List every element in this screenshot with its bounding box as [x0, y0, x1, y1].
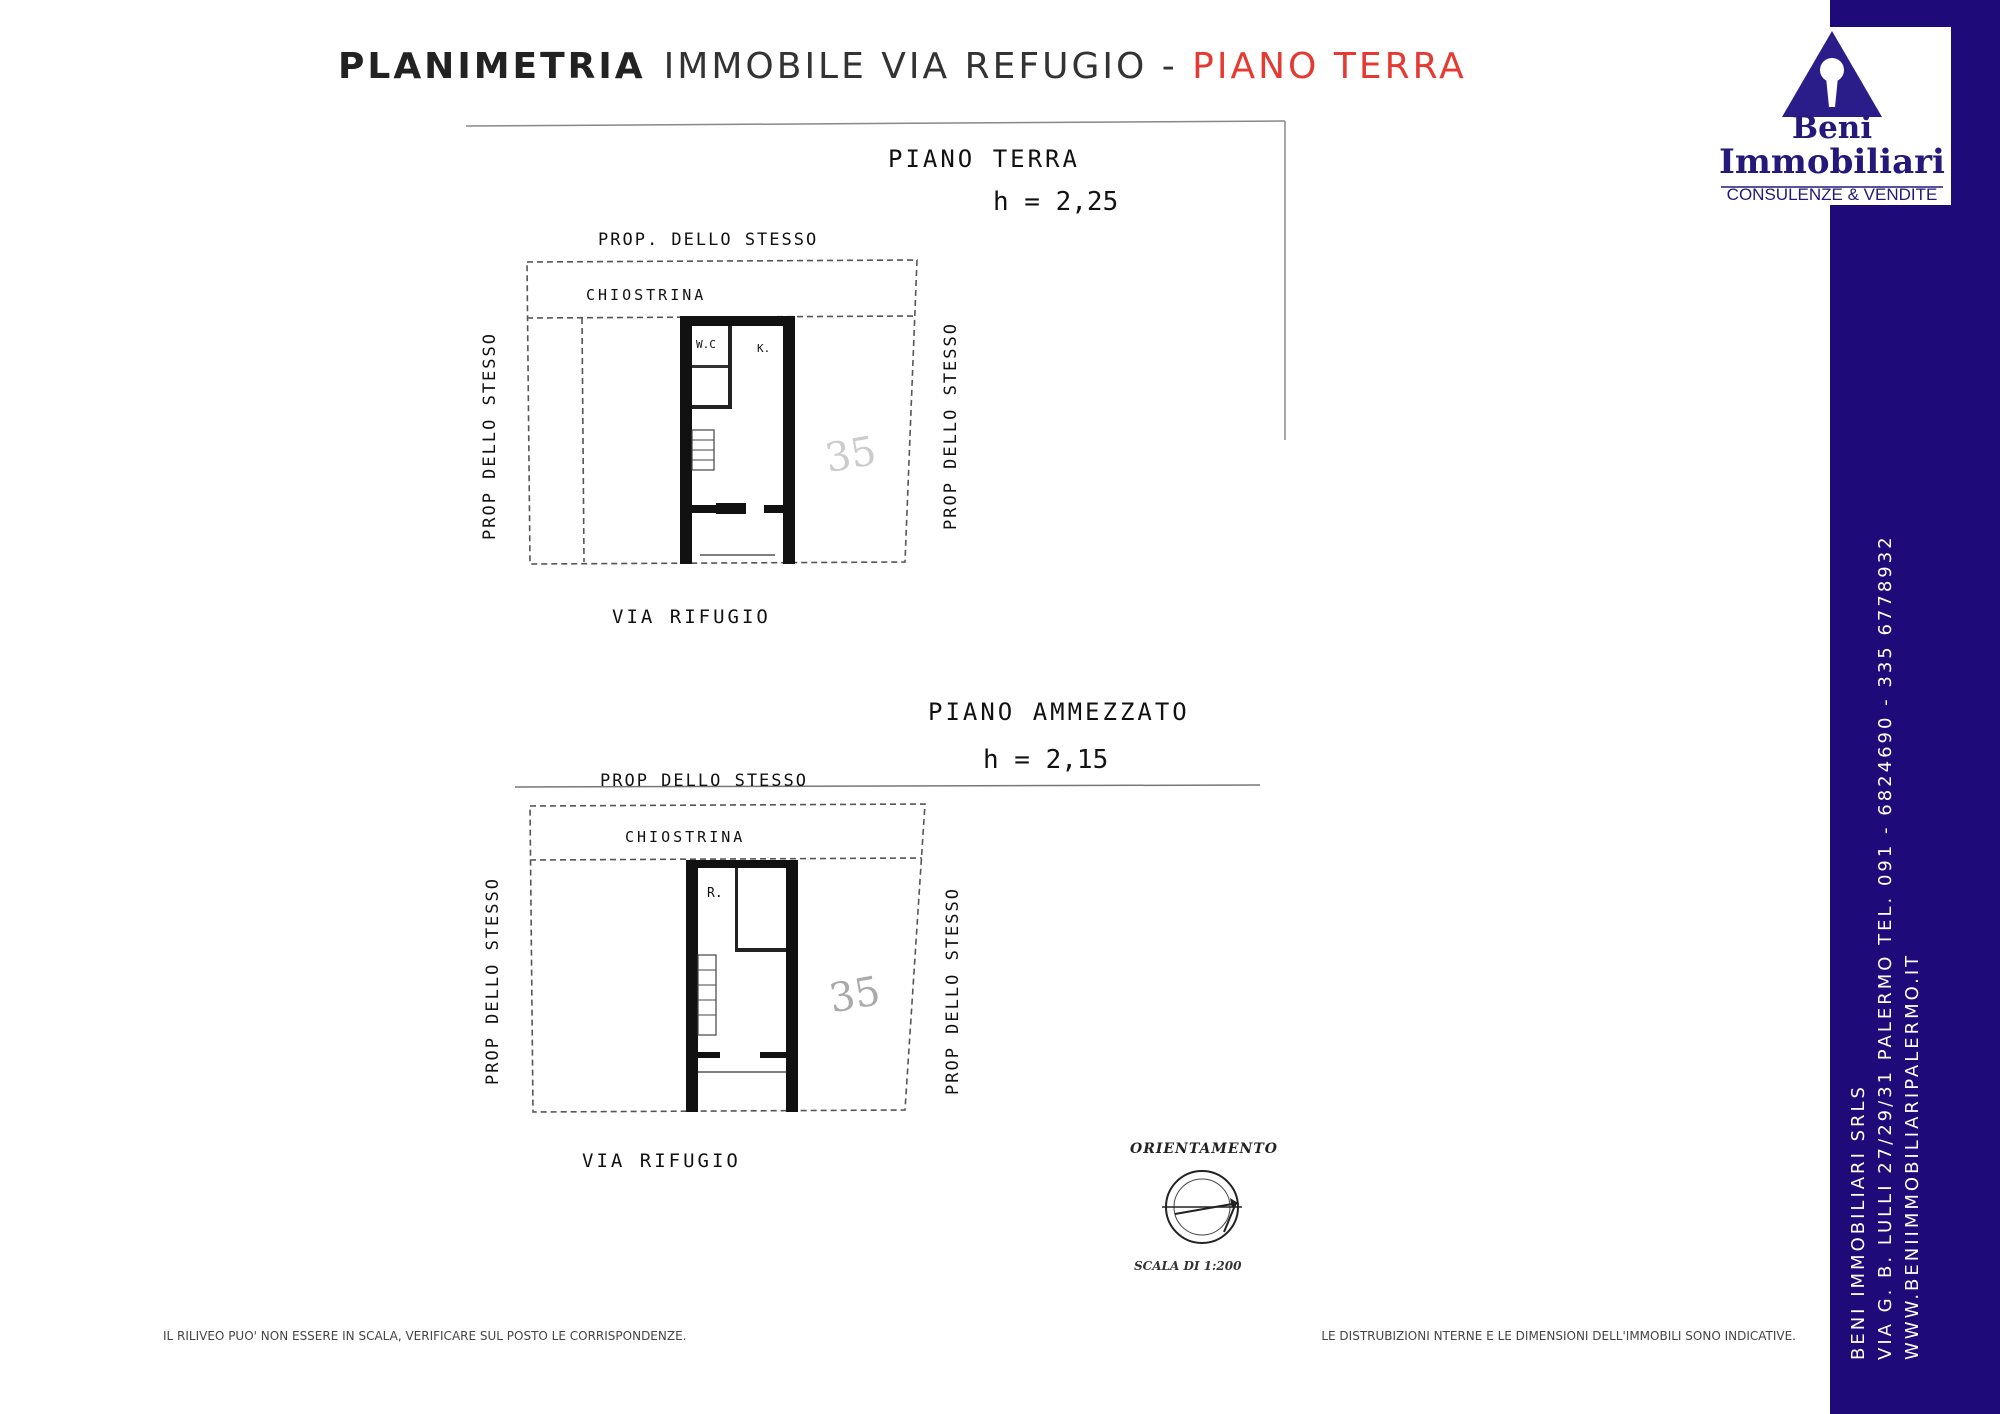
bottom-courtyard-label: CHIOSTRINA	[625, 828, 746, 846]
top-room-wc: W.C	[696, 338, 716, 351]
top-plan-title: PIANO TERRA	[888, 145, 1080, 173]
compass-label: ORIENTAMENTO	[1130, 1141, 1278, 1157]
logo-line-1: Beni	[1791, 110, 1873, 146]
logo-line-2: Immobiliari	[1719, 142, 1945, 182]
top-west-label: PROP DELLO STESSO	[480, 332, 500, 540]
top-street-label: VIA RIFUGIO	[612, 606, 771, 628]
bottom-street-label: VIA RIFUGIO	[582, 1150, 741, 1172]
top-courtyard-label: CHIOSTRINA	[586, 286, 707, 304]
title-thin: IMMOBILE VIA REFUGIO -	[663, 46, 1193, 87]
company-name: BENI IMMOBILIARI SRLS	[1848, 1084, 1869, 1360]
footer-note-right: LE DISTRUBIZIONI NTERNE E LE DIMENSIONI DELL'IMMOBILI SONO INDICATIVE.	[1321, 1329, 1796, 1343]
scale-label: SCALA DI 1:200	[1134, 1259, 1242, 1273]
bottom-west-label: PROP DELLO STESSO	[483, 877, 503, 1085]
top-building	[680, 316, 795, 564]
top-boundary	[527, 260, 917, 564]
bottom-east-label: PROP DELLO STESSO	[943, 887, 963, 1095]
title-bold: PLANIMETRIA	[338, 46, 646, 87]
footer-note-left: IL RILIVEO PUO' NON ESSERE IN SCALA, VERIFICARE SUL POSTO LE CORRISPONDENZE.	[163, 1329, 687, 1343]
top-east-label: PROP DELLO STESSO	[941, 322, 961, 530]
top-north-label: PROP. DELLO STESSO	[598, 230, 819, 250]
logo-line-3: CONSULENZE & VENDITE	[1726, 185, 1938, 204]
top-room-k: K.	[757, 342, 771, 355]
contact-info	[1845, 534, 1926, 1360]
bottom-room-r: R.	[707, 886, 723, 901]
company-address-phone: VIA G. B. LULLI 27/29/31 PALERMO TEL. 091 - 6824690 - 335 6778932	[1875, 534, 1896, 1360]
bottom-handwritten-note: 35	[825, 968, 884, 1023]
top-handwritten-note: 35	[821, 427, 880, 483]
bottom-boundary	[530, 804, 925, 1112]
bottom-plan-title: PIANO AMMEZZATO	[928, 698, 1190, 726]
bottom-building	[686, 860, 798, 1112]
bottom-plan-height: h = 2,15	[983, 745, 1109, 775]
company-website: WWW.BENIIMMOBILIARIPALERMO.IT	[1902, 952, 1923, 1360]
bottom-north-label: PROP DELLO STESSO	[600, 771, 808, 791]
title-red: PIANO TERRA	[1192, 46, 1467, 87]
top-plan-height: h = 2,25	[993, 187, 1119, 217]
compass-icon	[1162, 1171, 1242, 1243]
